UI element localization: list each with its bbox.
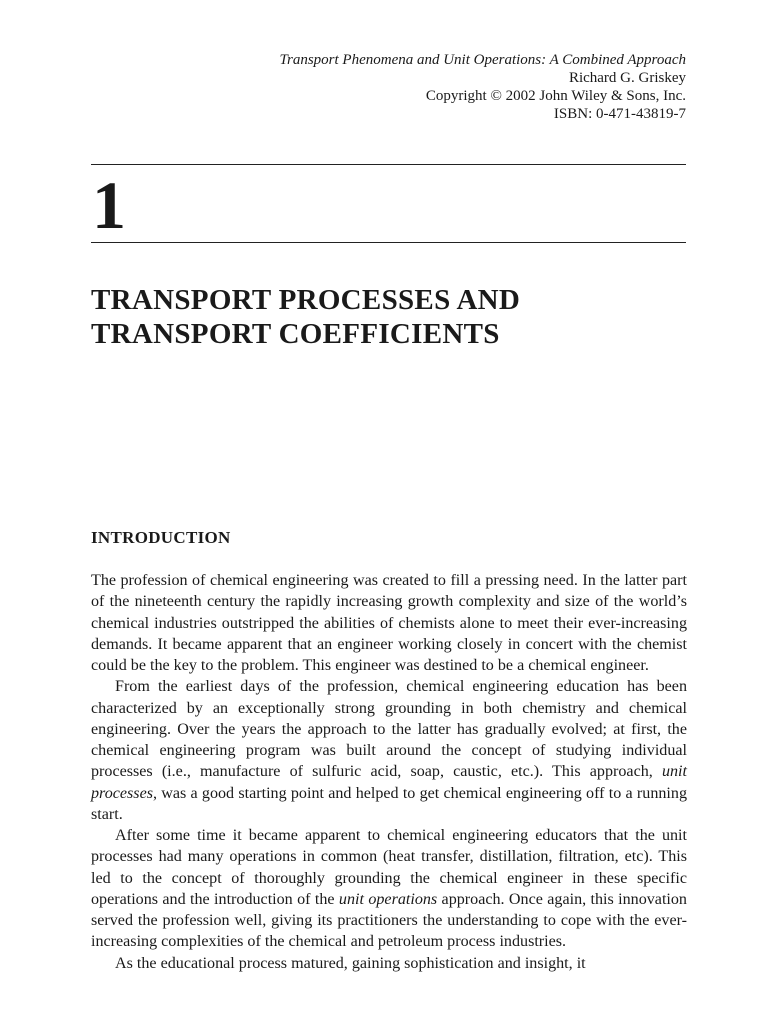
chapter-title [91,283,691,351]
paragraph-1: The profession of chemical engineering was created to fill a pressing need. In the latter part of the nineteenth century the rapidly increasing growth complexity and size of the world’s chemical industries outstripped the abilities of chemists alone to meet their ever-increasing demands. It became apparent that an engineer working closely in concert with the chemist could be the key to the problem. This engineer was destined to be a chemical engineer. [91,572,687,674]
paragraph-3-part-a: After some time it became apparent to chemical engineering educators that the unit processes had many operations in common (heat transfer, distillation, filtration, etc). This led to the concept of thoroughly grounding the chemical engineer in these specific operations and the introduction of the [91,827,687,908]
author-name: Richard G. Griskey [568,70,686,86]
chapter-title-line-1: TRANSPORT PROCESSES AND [91,284,521,316]
paragraph-2-part-a: From the earliest days of the profession, chemical engineering education has been characterized by an exceptionally strong grounding in both chemistry and chemical engineering. Over the years the approach to the latter has gradually evolved; at first, the chemical engineering program was built around the concept of studying individual processes (i.e., manufacture of sulfuric acid, soap, caustic, etc.). This approach, [91,678,687,781]
body-text [91,570,687,974]
paragraph-4: As the educational process matured, gaining sophistication and insight, it [115,954,586,972]
paragraph-3-part-b: approach. Once again, this innovation served the profession well, giving its practitioners the understanding to cope with the ever-increasing complexities of the chemical and petroleum process industries. [91,890,687,951]
chapter-rule-top [91,164,686,165]
paragraph-2-part-b: , was a good starting point and helped to get chemical engineering off to a running start. [91,784,687,823]
running-header [279,51,686,123]
chapter-number: 1 [92,167,126,243]
paragraph-3-emphasis: unit operations [338,890,438,908]
book-title: Transport Phenomena and Unit Operations: A Combined Approach [279,52,686,68]
paragraph-2-emphasis: unit processes [91,763,687,802]
isbn-line: ISBN: 0-471-43819-7 [553,106,686,122]
section-heading: INTRODUCTION [91,528,231,547]
chapter-rule-bottom [91,242,686,243]
copyright-line: Copyright © 2002 John Wiley & Sons, Inc. [425,88,686,104]
paragraph-3 [91,825,687,953]
chapter-title-line-2: TRANSPORT COEFFICIENTS [91,318,500,350]
paragraph-2 [91,676,687,825]
